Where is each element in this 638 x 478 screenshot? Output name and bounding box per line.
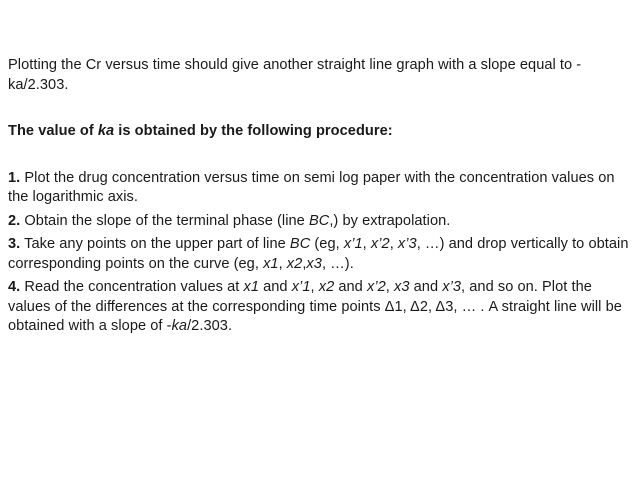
heading-variable: ka xyxy=(97,123,115,139)
step-4-text: , and so on. Plot the values of the differences at the corresponding time points Δ1, Δ2, Δ3, … . A straight line will be obtained with a slope of - xyxy=(8,279,622,334)
step-4-text: and xyxy=(409,279,443,295)
step-3 xyxy=(8,235,633,274)
step-3-point-label: x3 xyxy=(306,255,322,272)
step-4-variable: ka xyxy=(171,318,188,334)
step-3-number: 3. xyxy=(8,236,21,252)
step-2-number: 2. xyxy=(8,212,21,229)
step-3-text: (eg, xyxy=(310,236,344,252)
step-3-text: , …) and drop vertically to obtain corresponding points on the curve (eg, xyxy=(8,236,629,272)
intro-paragraph xyxy=(8,56,633,95)
step-4-point-label: x2 xyxy=(318,279,335,295)
step-4-text: Read the concentration values at xyxy=(20,279,244,295)
step-4-point-label: x’2 xyxy=(366,279,386,295)
heading-text-1: The value of xyxy=(8,123,98,139)
step-4-text: , xyxy=(310,279,319,295)
step-3-text: , xyxy=(278,255,287,272)
step-3-point-label: x1 xyxy=(263,255,279,272)
procedure-heading xyxy=(8,122,633,142)
step-2-line-label: BC xyxy=(308,212,330,229)
step-3-text: , …). xyxy=(321,255,354,272)
step-4-point-label: x’1 xyxy=(291,279,311,295)
step-3-text: , xyxy=(389,236,398,252)
step-4-point-label: x3 xyxy=(394,279,410,295)
step-4-text: and xyxy=(334,279,367,295)
step-4-text: and xyxy=(258,279,292,295)
step-2-text: Obtain the slope of the terminal phase (line xyxy=(20,212,309,229)
step-4-point-label: x’3 xyxy=(442,279,462,295)
step-3-point-label: x’3 xyxy=(397,236,417,252)
step-2 xyxy=(8,212,633,232)
step-1-number: 1. xyxy=(8,169,21,186)
step-1-text: Plot the drug concentration versus time on semi log paper with the concentration values on the logarithmic axis. xyxy=(8,169,615,205)
slide-body xyxy=(8,56,633,337)
step-4-text: /2.303. xyxy=(187,318,233,334)
step-3-point-label: x’2 xyxy=(370,236,390,252)
step-3-point-label: x2 xyxy=(286,255,303,272)
step-2-text: ,) by extrapolation. xyxy=(329,212,451,229)
step-4-point-label: x1 xyxy=(243,279,259,295)
heading-text-2: is obtained by the following procedure: xyxy=(114,123,393,139)
step-4-text: , xyxy=(385,279,394,295)
step-3-text: , xyxy=(302,255,307,272)
step-3-point-label: x’1 xyxy=(343,236,363,252)
intro-text: Plotting the Cr versus time should give another straight line graph with a slope equal to -ka/2.303. xyxy=(8,57,582,93)
step-1 xyxy=(8,169,633,208)
step-3-line-label: BC xyxy=(289,236,311,252)
step-4-number: 4. xyxy=(8,279,21,295)
step-3-text: Take any points on the upper part of line xyxy=(20,236,290,252)
step-4 xyxy=(8,278,633,337)
step-3-text: , xyxy=(362,236,371,252)
